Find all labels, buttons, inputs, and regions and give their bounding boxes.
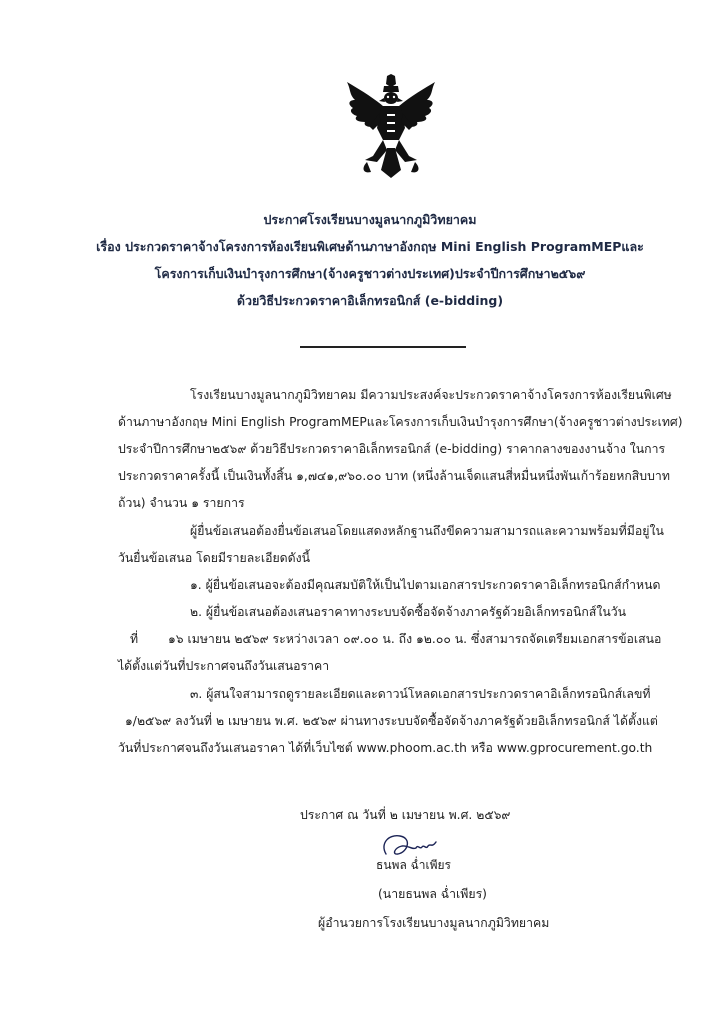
divider xyxy=(300,346,466,348)
announce-date: ประกาศ ณ วันที่ ๒ เมษายน พ.ศ. ๒๕๖๙ xyxy=(300,808,511,822)
requirement-item-2-line-2-prefix: ที่ xyxy=(130,632,139,646)
subject-line-1: เรื่อง ประกวดราคาจ้างโครงการห้องเรียนพิเศษด้านภาษาอังกฤษ Mini English ProgramMEPและ xyxy=(96,239,644,254)
requirement-item-2-line-2: ๑๖ เมษายน ๒๕๖๙ ระหว่างเวลา ๐๙.๐๐ น. ถึง ๑๒.๐๐ น. ซึ่งสามารถจัดเตรียมเอกสารข้อเสนอ xyxy=(168,632,662,646)
announcement-title: ประกาศโรงเรียนบางมูลนากภูมิวิทยาคม xyxy=(263,212,477,227)
paragraph-1-line-5: ถ้วน) จำนวน ๑ รายการ xyxy=(118,496,245,510)
requirement-item-3-line-2: ๑/๒๕๖๙ ลงวันที่ ๒ เมษายน พ.ศ. ๒๕๖๙ ผ่านทางระบบจัดซื้อจัดจ้างภาครัฐด้วยอิเล็กทรอนิกส์ ได้ตั้งแต่ xyxy=(125,714,658,728)
garuda-emblem-icon xyxy=(343,74,439,184)
subject-line-3: ด้วยวิธีประกวดราคาอิเล็กทรอนิกส์ (e-bidding) xyxy=(236,293,504,308)
paragraph-2-line-1: ผู้ยื่นข้อเสนอต้องยื่นข้อเสนอโดยแสดงหลักฐานถึงขีดความสามารถและความพร้อมที่มีอยู่ใน xyxy=(190,524,664,538)
signature-name: ธนพล ฉ่ำเพียร xyxy=(376,858,452,872)
paragraph-1-line-2: ด้านภาษาอังกฤษ Mini English ProgramMEPและโครงการเก็บเงินบำรุงการศึกษา(จ้างครูชาวต่างประเทศ) xyxy=(118,415,683,429)
paragraph-1-line-4: ประกวดราคาครั้งนี้ เป็นเงินทั้งสิ้น ๑,๗๔๑,๙๖๐.๐๐ บาท (หนึ่งล้านเจ็ดแสนสี่หมื่นหนึ่งพันเก้าร้อยหกสิบบาท xyxy=(118,469,670,483)
requirement-item-2-line-3: ได้ตั้งแต่วันที่ประกาศจนถึงวันเสนอราคา xyxy=(118,659,330,673)
subject-line-2: โครงการเก็บเงินบำรุงการศึกษา(จ้างครูชาวต่างประเทศ)ประจำปีการศึกษา๒๕๖๙ xyxy=(154,266,586,281)
paragraph-1-line-1: โรงเรียนบางมูลนากภูมิวิทยาคม มีความประสงค์จะประกวดราคาจ้างโครงการห้องเรียนพิเศษ xyxy=(190,388,672,402)
paragraph-1-line-3: ประจำปีการศึกษา๒๕๖๙ ด้วยวิธีประกวดราคาอิเล็กทรอนิกส์ (e-bidding) ราคากลางของงานจ้าง ในการ xyxy=(118,442,666,456)
signer-position: ผู้อำนวยการโรงเรียนบางมูลนากภูมิวิทยาคม xyxy=(318,916,550,930)
requirement-item-3-line-3: วันที่ประกาศจนถึงวันเสนอราคา ได้ที่เว็บไซต์ www.phoom.ac.th หรือ www.gprocurement.go.th xyxy=(118,741,653,755)
requirement-item-3-line-1: ๓. ผู้สนใจสามารถดูรายละเอียดและดาวน์โหลดเอกสารประกวดราคาอิเล็กทรอนิกส์เลขที่ xyxy=(190,687,651,701)
paragraph-2-line-2: วันยื่นข้อเสนอ โดยมีรายละเอียดดังนี้ xyxy=(118,551,311,565)
printed-name: (นายธนพล ฉ่ำเพียร) xyxy=(378,887,487,901)
requirement-item-2-line-1: ๒. ผู้ยื่นข้อเสนอต้องเสนอราคาทางระบบจัดซื้อจัดจ้างภาครัฐด้วยอิเล็กทรอนิกส์ในวัน xyxy=(190,605,627,619)
requirement-item-1: ๑. ผู้ยื่นข้อเสนอจะต้องมีคุณสมบัติให้เป็นไปตามเอกสารประกวดราคาอิเล็กทรอนิกส์กำหนด xyxy=(190,578,661,592)
